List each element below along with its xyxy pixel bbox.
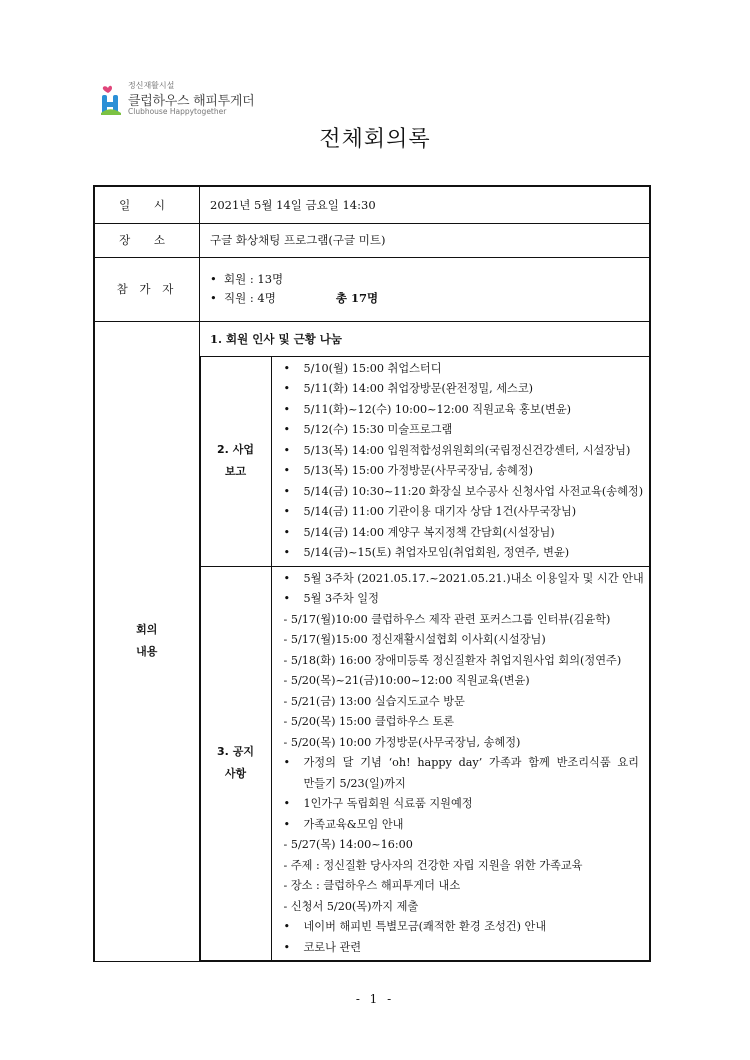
meeting-label-line2: 내용 (136, 645, 158, 658)
business-report-item: • 5/14(금) 10:30~11:20 화장실 보수공사 신청사업 사전교육(송혜정) (272, 482, 650, 503)
notice-label-line2: 사항 (224, 767, 247, 781)
notice-list (272, 567, 650, 961)
notice-item: - 주제 : 정신질환 당사자의 건강한 자립 지원을 위한 가족교육 (283, 858, 583, 872)
notice-item: • 코로나 관련 (272, 938, 650, 959)
clubhouse-logo (100, 80, 270, 120)
business-report-item: • 5/14(금)~15(토) 취업자모임(취업회원, 정연주, 변윤) (272, 543, 650, 564)
business-report-item: • 5/14(금) 11:00 기관이용 대기자 상담 1건(사무국장님) (272, 502, 650, 523)
page-number: - 1 - (355, 992, 395, 1006)
notice-item: - 5/21(금) 13:00 실습지도교수 방문 (283, 694, 465, 708)
attendees-label: 참 가 자 (94, 257, 200, 321)
notice-item: • 1인가구 독립회원 식료품 지원예정 (272, 794, 650, 815)
notice-item: • 가정의 달 기념 ‘oh! happy day’ 가족과 함께 반조리식품 요리 (272, 753, 650, 774)
section1-heading: 1. 회원 인사 및 근황 나눔 (200, 321, 651, 356)
notice-item: • 5월 3주차 일정 (272, 589, 650, 610)
notice-item: - 5/20(목) 10:00 가정방문(사무국장님, 송혜정) (283, 735, 521, 749)
business-report-item: • 5/11(화)~12(수) 10:00~12:00 직원교육 홍보(변윤) (272, 400, 650, 421)
clubhouse-logo-icon (100, 84, 122, 116)
business-report-item: • 5/14(금) 14:00 계양구 복지정책 간담회(시설장님) (272, 523, 650, 544)
meeting-label-line1: 회의 (136, 623, 158, 636)
date-label: 일 시 (94, 186, 200, 223)
logo-english-name: Clubhouse Happytogether (128, 107, 227, 116)
place-row (94, 223, 650, 257)
business-report-item: • 5/13(목) 15:00 가정방문(사무국장님, 송혜정) (272, 461, 650, 482)
section1-row (94, 321, 650, 356)
attendees-staff: 직원 : 4명 (224, 291, 276, 305)
date-value: 2021년 5월 14일 금요일 14:30 (200, 186, 651, 223)
business-label-line1: 2. 사업 (217, 443, 254, 456)
logo-name: 클럽하우스 해피투게더 (128, 94, 255, 109)
business-report-label (200, 356, 272, 566)
attendees-total: 총 17명 (335, 291, 379, 305)
business-report-list (272, 357, 650, 566)
attendees-staff-item (210, 289, 639, 308)
minutes-table (93, 185, 651, 962)
notice-item: - 장소 : 클럽하우스 해피투게더 내소 (283, 879, 461, 892)
business-report-item: • 5/11(화) 14:00 취업장방문(완전정밀, 세스코) (272, 379, 650, 400)
notice-item: • 네이버 해피빈 특별모금(쾌적한 환경 조성건) 안내 (272, 917, 650, 938)
business-report-content (271, 356, 650, 566)
notice-label (200, 566, 272, 961)
business-label-line2: 보고 (224, 465, 247, 478)
page-title: 전체회의록 (319, 127, 431, 152)
attendees-list (210, 266, 639, 312)
logo-subtitle: 정신재활시설 (128, 81, 175, 90)
date-row (94, 186, 650, 223)
business-report-item: • 5/13(목) 14:00 입원적합성위원회의(국립정신건강센터, 시설장님) (272, 441, 650, 462)
notice-label-line1: 3. 공지 (217, 745, 254, 759)
attendees-value (200, 257, 651, 321)
business-report-item: • 5/10(월) 15:00 취업스터디 (272, 359, 650, 380)
meeting-content-label (94, 321, 200, 961)
notice-item: - 5/20(목)~21(금)10:00~12:00 직원교육(변윤) (283, 674, 530, 687)
attendees-members: • 회원 : 13명 (210, 270, 639, 289)
notice-content (271, 566, 650, 961)
attendees-row (94, 257, 650, 321)
notice-item: - 5/20(목) 15:00 클럽하우스 토론 (283, 715, 455, 728)
place-label: 장 소 (94, 223, 200, 257)
notice-item: - 신청서 5/20(목)까지 제출 (283, 899, 419, 913)
notice-item: 만들기 5/23(일)까지 (303, 776, 406, 790)
notice-item: • 가족교육&모임 안내 (272, 815, 650, 836)
notice-item: - 5/17(월)15:00 정신재활시설협회 이사회(시설장님) (283, 633, 546, 646)
notice-item: - 5/17(월)10:00 클럽하우스 제작 관련 포커스그룹 인터뷰(김윤학) (283, 612, 611, 626)
business-report-item: • 5/12(수) 15:30 미술프로그램 (272, 420, 650, 441)
place-value: 구글 화상채팅 프로그램(구글 미트) (200, 223, 651, 257)
notice-item: • 5월 3주차 (2021.05.17.~2021.05.21.)내소 이용일자 및 시간 안내 (272, 569, 650, 590)
notice-item: - 5/27(목) 14:00~16:00 (283, 838, 413, 851)
notice-item: - 5/18(화) 16:00 장애미등록 정신질환자 취업지원사업 회의(정연주) (283, 653, 622, 667)
